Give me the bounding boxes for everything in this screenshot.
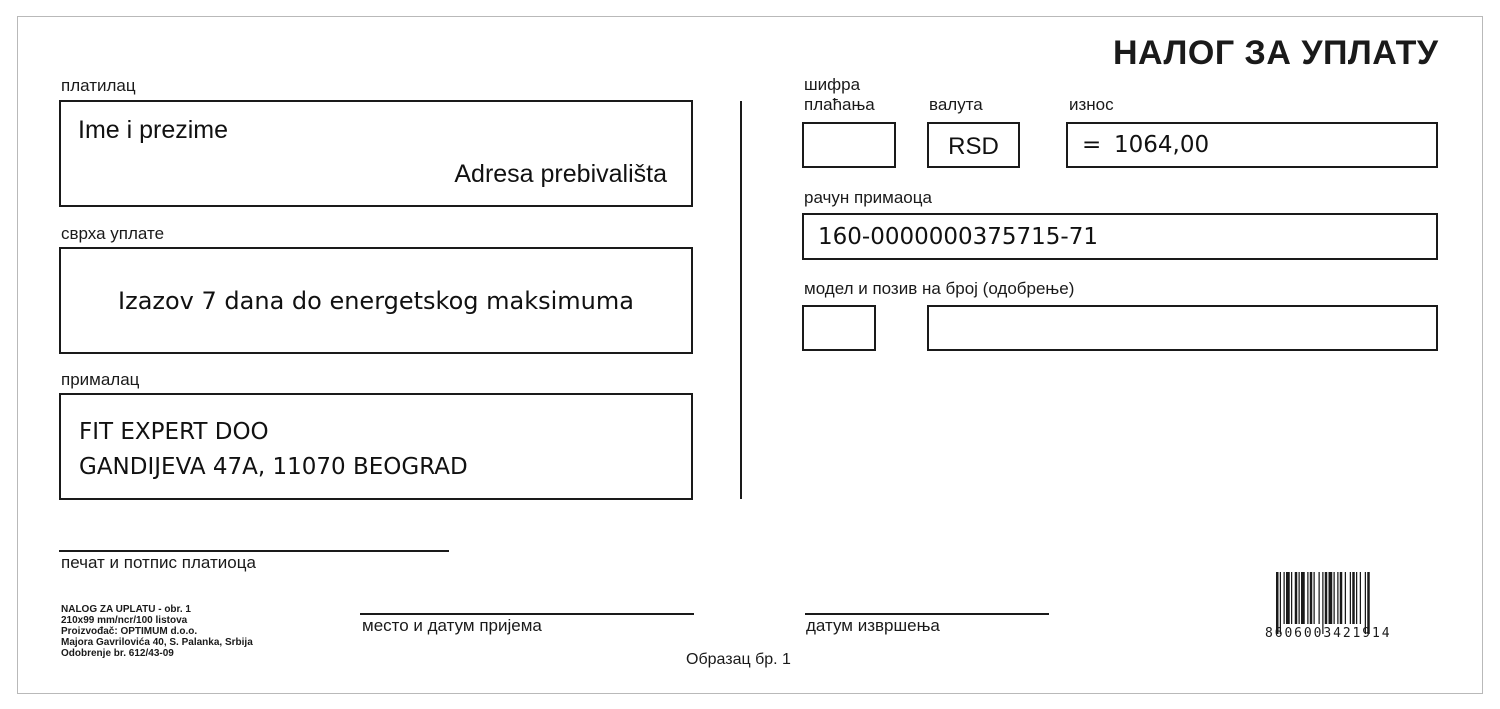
barcode-bar	[1295, 572, 1298, 624]
imprint-line: Odobrenje br. 612/43-09	[61, 648, 174, 659]
imprint-line: NALOG ZA UPLATU - obr. 1	[61, 604, 191, 615]
barcode-bar	[1367, 572, 1370, 634]
place-date-line	[360, 613, 694, 615]
barcode-bar	[1301, 572, 1305, 624]
barcode-bar	[1334, 572, 1335, 624]
currency-label: валута	[929, 95, 983, 114]
purpose-box[interactable]	[59, 247, 693, 354]
barcode-bar	[1319, 572, 1320, 624]
barcode-bar	[1299, 572, 1300, 624]
barcode-bar	[1276, 572, 1279, 634]
recipient-box[interactable]	[59, 393, 693, 500]
amount-field[interactable]	[1066, 122, 1438, 168]
barcode-bar	[1291, 572, 1292, 624]
amount-value: 1064,00	[1114, 132, 1210, 158]
amount-label: износ	[1069, 95, 1114, 114]
payer-address: Adresa prebivališta	[454, 160, 667, 188]
form-number: Образац бр. 1	[686, 651, 791, 668]
barcode-bar	[1310, 572, 1313, 624]
imprint-line: Majora Gavrilovića 40, S. Palanka, Srbija	[61, 637, 253, 648]
recipient-label: прималац	[61, 370, 140, 389]
recipient-line1: FIT EXPERT DOO	[79, 419, 269, 445]
currency-value: RSD	[948, 133, 999, 160]
signature-line	[59, 550, 449, 552]
account-field[interactable]	[802, 213, 1438, 260]
barcode-bar	[1314, 572, 1315, 624]
account-label: рачун примаоца	[804, 188, 932, 207]
account-value: 160-0000000375715-71	[818, 224, 1098, 250]
purpose-value: Izazov 7 dana do energetskog maksimuma	[118, 287, 634, 315]
barcode-icon	[1276, 572, 1436, 634]
barcode-bar	[1286, 572, 1290, 624]
barcode-bar	[1365, 572, 1366, 634]
barcode-bar	[1340, 572, 1343, 624]
place-date-label: место и датум пријема	[362, 616, 542, 635]
purpose-label: сврха уплате	[61, 224, 165, 243]
barcode-bar	[1350, 572, 1351, 624]
execution-date-line	[805, 613, 1049, 615]
amount-sign: =	[1082, 132, 1102, 158]
barcode-bar	[1280, 572, 1281, 634]
payment-code-label-2: плаћања	[804, 95, 875, 114]
currency-field[interactable]	[927, 122, 1020, 168]
reference-number-field[interactable]	[927, 305, 1438, 351]
imprint	[61, 604, 253, 659]
recipient-line2: GANDIJEVA 47A, 11070 BEOGRAD	[79, 454, 468, 480]
barcode-bar	[1345, 572, 1346, 624]
payer-name: Ime i prezime	[78, 116, 229, 144]
barcode-bar	[1307, 572, 1308, 624]
reference-label: модел и позив на број (одобрење)	[804, 279, 1075, 298]
column-divider	[740, 101, 742, 499]
barcode-bar	[1325, 572, 1328, 624]
barcode-bar	[1322, 572, 1323, 634]
execution-date-label: датум извршења	[806, 616, 940, 635]
payment-code-label-1: шифра	[804, 75, 861, 94]
payment-code-field[interactable]	[802, 122, 896, 168]
signature-label: печат и потпис платиоца	[61, 553, 256, 572]
payer-box[interactable]	[59, 100, 693, 207]
barcode-bar	[1356, 572, 1357, 624]
payer-label: платилац	[61, 76, 136, 95]
reference-model-field[interactable]	[802, 305, 876, 351]
barcode-bar	[1360, 572, 1361, 624]
barcode-bar	[1284, 572, 1285, 624]
barcode-bar	[1329, 572, 1333, 624]
form-title: НАЛОГ ЗА УПЛАТУ	[1113, 34, 1439, 72]
imprint-line: 210x99 mm/ncr/100 listova	[61, 615, 188, 626]
imprint-line: Proizvođač: OPTIMUM d.o.o.	[61, 626, 198, 637]
barcode-digits: 8606003421914	[1265, 626, 1392, 641]
barcode-bar	[1337, 572, 1338, 624]
barcode-bar	[1352, 572, 1355, 624]
